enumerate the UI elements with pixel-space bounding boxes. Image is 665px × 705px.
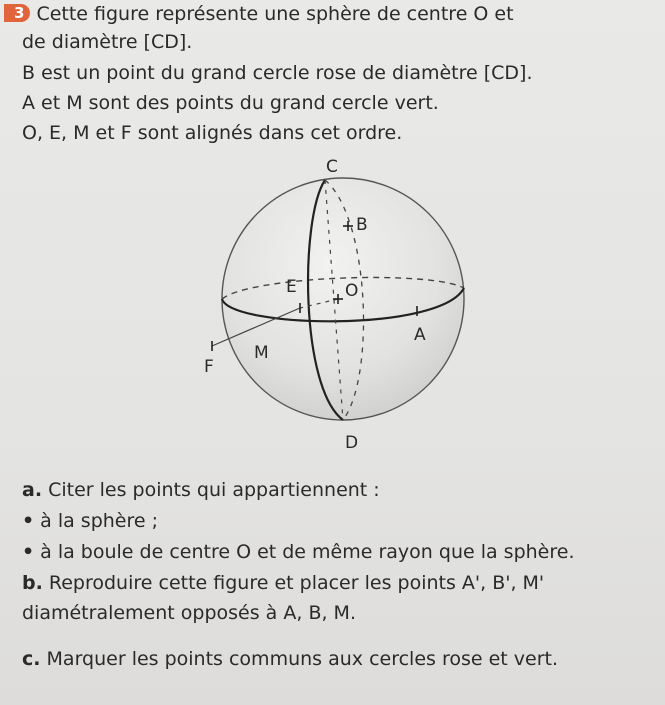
- bullet-text-2: à la boule de centre O et de même rayon que la sphère.: [40, 541, 575, 563]
- question-a-bullet-2: [22, 540, 575, 564]
- intro-line-1: [14, 2, 514, 26]
- label-e: E: [286, 277, 297, 297]
- question-b-label: b.: [22, 572, 43, 594]
- question-a-bullet-1: [22, 509, 158, 533]
- intro-line-4: A et M sont des points du grand cercle vert.: [22, 92, 439, 114]
- label-f: F: [204, 357, 214, 377]
- intro-text-1: Cette figure représente une sphère de centre O et: [36, 3, 514, 25]
- intro-line-5: O, E, M et F sont alignés dans cet ordre.: [22, 122, 403, 144]
- label-m: M: [254, 343, 269, 363]
- question-b-text-1: Reproduire cette figure et placer les points A', B', M': [48, 572, 545, 594]
- question-a: [22, 478, 380, 502]
- question-c-text: Marquer les points communs aux cercles rose et vert.: [46, 648, 559, 670]
- label-c: C: [326, 158, 338, 177]
- bullet-marker: •: [22, 510, 35, 532]
- label-d: D: [345, 433, 359, 453]
- bullet-marker: •: [22, 541, 35, 563]
- sphere-figure: [190, 158, 490, 458]
- exercise-number-badge: 3: [4, 4, 30, 22]
- bullet-text-1: à la sphère ;: [40, 510, 159, 532]
- question-a-label: a.: [22, 479, 43, 501]
- intro-line-3: B est un point du grand cercle rose de diamètre [CD].: [22, 62, 533, 84]
- question-b-line-2: diamétralement opposés à A, B, M.: [22, 602, 356, 624]
- question-b-line-1: [22, 571, 544, 595]
- question-c-label: c.: [22, 648, 41, 670]
- label-a: A: [414, 325, 426, 345]
- intro-line-2: de diamètre [CD].: [22, 31, 193, 53]
- label-b: B: [356, 215, 368, 235]
- question-a-text: Citer les points qui appartiennent :: [48, 479, 380, 501]
- label-o: O: [345, 281, 359, 301]
- question-c: [22, 647, 558, 671]
